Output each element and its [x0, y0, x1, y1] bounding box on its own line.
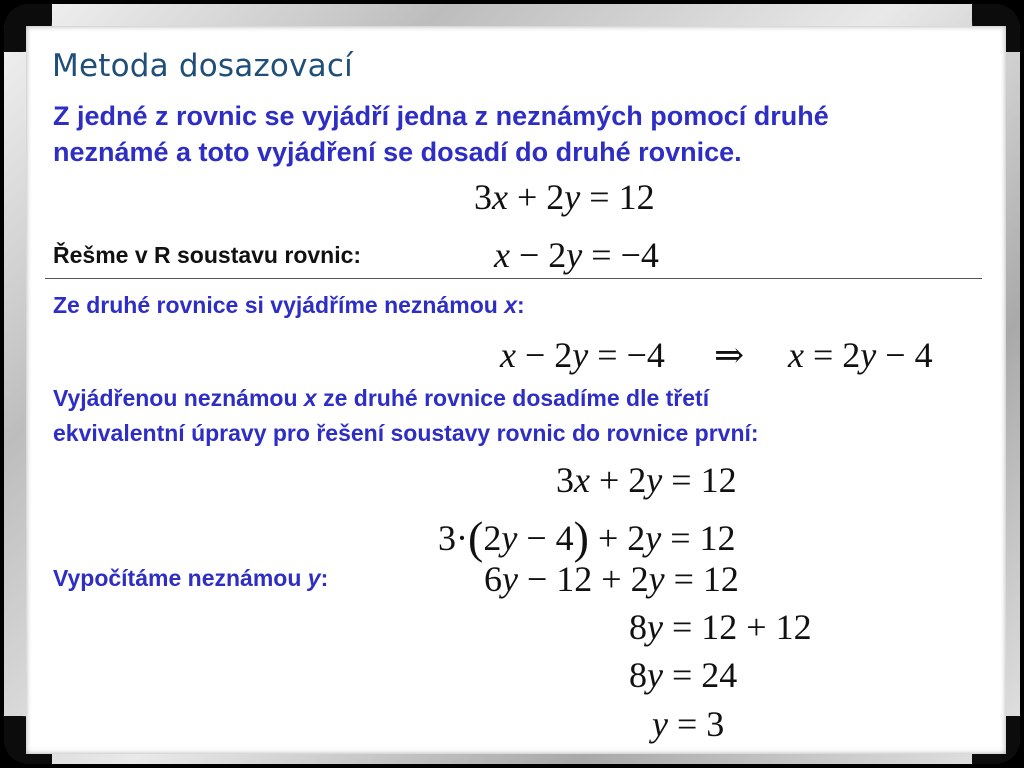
r2-d: + 2 [588, 518, 646, 558]
system-equation-1 [474, 176, 655, 218]
r2-c: − 4 [517, 518, 574, 558]
r3-b: − 12 + 2 [517, 559, 649, 599]
step3-colon: : [320, 565, 329, 591]
step1-equation-left [500, 334, 665, 376]
system-label: Řešme v R soustavu rovnic: [53, 242, 362, 268]
r2-a: 3· [438, 518, 468, 558]
step2-paragraph [53, 381, 759, 451]
eq1-var-y: y [564, 177, 581, 217]
r2-right-paren: ) [573, 512, 589, 563]
whiteboard-frame [4, 4, 1020, 764]
eq2-rhs: = −4 [582, 235, 659, 275]
r3-var-y1: y [502, 559, 518, 599]
r3-a: 6 [484, 559, 502, 599]
step1-var: x [504, 292, 517, 318]
step1-left-var-y: y [572, 335, 589, 375]
slide-title: Metoda dosazovací [52, 48, 353, 84]
step1-left-var-x: x [500, 335, 516, 375]
step2-line-1 [53, 381, 759, 416]
eq1-operator: + 2 [507, 177, 565, 217]
intro-paragraph [53, 98, 829, 170]
intro-line-2: neznámé a toto vyjádření se dosadí do druhé rovnice. [53, 137, 742, 167]
r2-var-y2: y [645, 518, 662, 558]
r3-var-y2: y [648, 559, 665, 599]
step2-line1-post: ze druhé rovnice dosadíme dle třetí [323, 385, 710, 411]
derivation-row-1 [556, 459, 737, 501]
r1-a: 3 [556, 460, 574, 500]
step1-colon: : [517, 292, 525, 318]
r4-a: 8 [629, 607, 647, 647]
r5-a: 8 [629, 655, 647, 695]
step2-line-2: ekvivalentní úpravy pro řešení soustavy rovnic do rovnice první: [53, 420, 759, 446]
eq2-operator: − 2 [509, 235, 567, 275]
step1-right-rhs: − 4 [876, 335, 933, 375]
eq2-var-x: x [494, 235, 510, 275]
r2-e: = 12 [661, 518, 736, 558]
derivation-row-4 [629, 606, 812, 648]
step1-right-var-x: x [788, 335, 804, 375]
r6-var-y: y [652, 704, 668, 744]
r2-b: 2 [483, 518, 502, 558]
r5-b: = 24 [662, 655, 738, 695]
r1-b: + 2 [589, 460, 647, 500]
r4-var-y: y [647, 607, 663, 647]
r3-c: = 12 [664, 559, 739, 599]
step3-text [53, 561, 328, 596]
r1-c: = 12 [662, 460, 737, 500]
divider-line [45, 278, 982, 279]
r4-b: = 12 + 12 [662, 607, 812, 647]
r1-var-x: x [574, 460, 590, 500]
implies-arrow: ⇒ [714, 335, 745, 375]
r5-var-y: y [647, 655, 663, 695]
step2-line1-pre: Vyjádřenou neznámou [53, 385, 298, 411]
derivation-row-2 [438, 508, 736, 561]
system-equation-2 [494, 234, 659, 276]
step1-left-op: − 2 [515, 335, 573, 375]
derivation-row-6 [652, 703, 724, 745]
step1-equation-right [788, 334, 933, 376]
r2-var-y1: y [501, 518, 518, 558]
r6-b: = 3 [667, 704, 725, 744]
derivation-row-3 [484, 558, 739, 600]
step3-var: y [307, 565, 321, 591]
r1-var-y: y [646, 460, 663, 500]
r2-left-paren: ( [468, 512, 484, 563]
intro-line-1: Z jedné z rovnic se vyjádří jedna z neznámých pomocí druhé [53, 101, 829, 131]
step1-text-main: Ze druhé rovnice si vyjádříme neznámou [53, 292, 498, 318]
step1-left-rhs: = −4 [588, 335, 665, 375]
eq1-coefficient: 3 [474, 177, 492, 217]
eq1-rhs: = 12 [580, 177, 655, 217]
step3-text-main: Vypočítáme neznámou [53, 565, 302, 591]
step2-var: x [303, 385, 317, 411]
step1-right-var-y: y [860, 335, 877, 375]
step1-right-mid: = 2 [803, 335, 861, 375]
eq2-var-y: y [566, 235, 583, 275]
slide-board [26, 26, 1006, 754]
step1-text [53, 288, 525, 323]
eq1-var-x: x [492, 177, 508, 217]
derivation-row-5 [629, 654, 737, 696]
